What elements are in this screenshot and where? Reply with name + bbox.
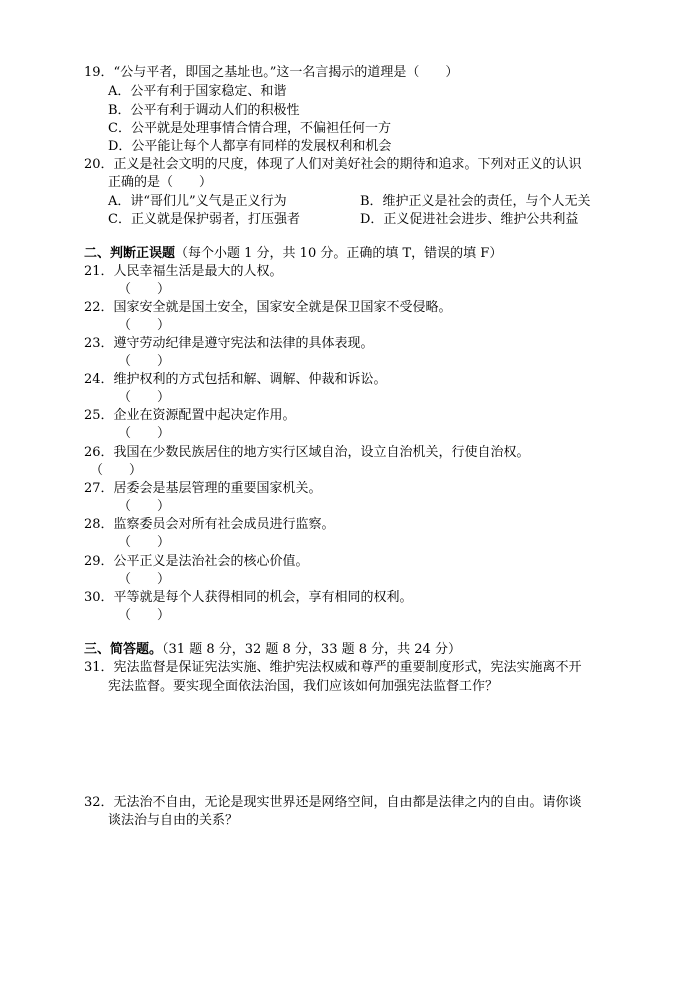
question-19-stem: 19．“公与平者，即国之基址也。”这一名言揭示的道理是（ ） — [84, 65, 459, 80]
tf-answer-blank-29: （ ） — [118, 572, 171, 587]
section-3-heading — [84, 641, 461, 658]
question-20-stem-line1: 20．正义是社会文明的尺度，体现了人们对美好社会的期待和追求。下列对正义的认识 — [84, 157, 582, 172]
section-3-note: （31 题 8 分，32 题 8 分，33 题 8 分，共 24 分） — [162, 642, 461, 657]
tf-item-27: 27．居委会是基层管理的重要国家机关。 — [84, 481, 322, 496]
question-32-line1: 32．无法治不自由，无论是现实世界还是网络空间，自由都是法律之内的自由。请你谈 — [84, 795, 582, 810]
tf-item-28: 28．监察委员会对所有社会成员进行监察。 — [84, 517, 335, 532]
question-20-option-c: C．正义就是保护弱者，打压强者 — [108, 212, 300, 227]
section-3-title: 三、简答题。 — [84, 642, 163, 657]
question-31-line1: 31．宪法监督是保证宪法实施、维护宪法权威和尊严的重要制度形式，宪法实施离不开 — [84, 660, 582, 675]
section-2-note: （每个小题 1 分，共 10 分。正确的填 T，错误的填 F） — [175, 246, 503, 261]
question-19-option-b: B．公平有利于调动人们的积极性 — [108, 103, 300, 118]
tf-answer-blank-28: （ ） — [118, 535, 171, 550]
question-20-stem-line2: 正确的是（ ） — [108, 175, 213, 190]
tf-answer-blank-27: （ ） — [118, 499, 171, 514]
tf-item-22: 22．国家安全就是国土安全，国家安全就是保卫国家不受侵略。 — [84, 300, 452, 315]
question-31-line2: 宪法监督。要实现全面依法治国，我们应该如何加强宪法监督工作？ — [108, 679, 499, 694]
tf-item-21: 21．人民幸福生活是最大的人权。 — [84, 264, 283, 279]
tf-item-23: 23．遵守劳动纪律是遵守宪法和法律的具体表现。 — [84, 336, 374, 351]
section-2-title: 二、判断正误题 — [84, 246, 176, 261]
tf-answer-blank-24: （ ） — [118, 390, 171, 405]
tf-answer-blank-23: （ ） — [118, 354, 171, 369]
question-19-option-d: D．公平能让每个人都享有同样的发展权利和机会 — [108, 139, 392, 154]
question-19-option-c: C．公平就是处理事情合情合理，不偏袒任何一方 — [108, 121, 391, 136]
section-2-heading — [84, 245, 502, 262]
question-20-option-b: B．维护正义是社会的责任，与个人无关 — [360, 194, 591, 209]
tf-item-26: 26．我国在少数民族居住的地方实行区域自治，设立自治机关，行使自治权。 — [84, 445, 530, 460]
tf-answer-blank-25: （ ） — [118, 426, 171, 441]
question-20-option-d: D．正义促进社会进步、维护公共利益 — [360, 212, 579, 227]
tf-item-25: 25．企业在资源配置中起决定作用。 — [84, 408, 296, 423]
tf-answer-blank-26: （ ） — [90, 463, 143, 478]
question-19-option-a: A．公平有利于国家稳定、和谐 — [108, 84, 287, 99]
question-20-option-a: A．讲“哥们儿”义气是正义行为 — [108, 194, 287, 209]
tf-answer-blank-22: （ ） — [118, 318, 171, 333]
tf-item-30: 30．平等就是每个人获得相同的机会，享有相同的权利。 — [84, 590, 413, 605]
tf-answer-blank-30: （ ） — [118, 608, 171, 623]
tf-item-29: 29．公平正义是法治社会的核心价值。 — [84, 554, 309, 569]
question-32-line2: 谈法治与自由的关系？ — [108, 813, 239, 828]
tf-item-24: 24．维护权利的方式包括和解、调解、仲裁和诉讼。 — [84, 372, 387, 387]
tf-answer-blank-21: （ ） — [118, 282, 171, 297]
